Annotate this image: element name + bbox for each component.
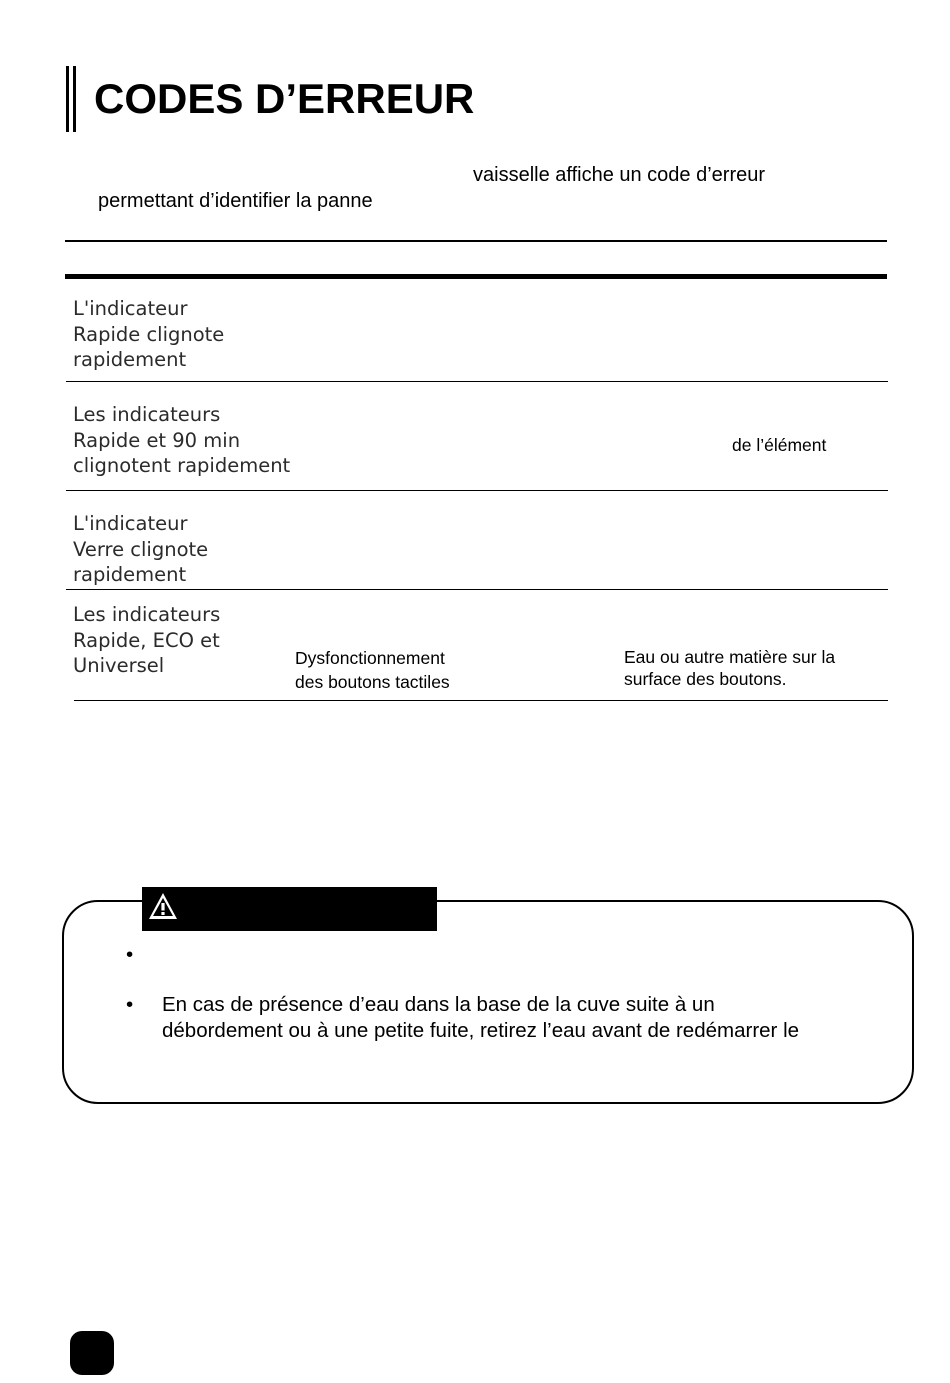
code-line: Les indicateurs bbox=[73, 603, 221, 626]
code-line: Rapide et 90 min bbox=[73, 428, 241, 452]
warning-header-tab bbox=[142, 887, 437, 931]
error-code-cell bbox=[73, 511, 293, 588]
code-line: Les indicateurs bbox=[73, 403, 221, 426]
code-line: Verre clignote bbox=[73, 537, 209, 561]
table-row bbox=[66, 491, 888, 590]
code-line: rapidement bbox=[73, 563, 187, 586]
code-line: clignotent rapidement bbox=[73, 454, 291, 477]
meaning-line: Dysfonctionnement bbox=[295, 648, 445, 668]
bullet-dot: • bbox=[126, 943, 134, 966]
error-code-table bbox=[66, 276, 888, 701]
intro-line-2: permettant d’identifier la panne bbox=[98, 190, 373, 212]
code-line: Universel bbox=[73, 654, 165, 677]
title-accent-bar bbox=[66, 66, 76, 132]
page-number-badge bbox=[70, 1331, 114, 1375]
table-top-rule bbox=[65, 240, 887, 242]
code-line: L'indicateur bbox=[73, 297, 188, 320]
table-row bbox=[66, 276, 888, 382]
cause-cell bbox=[732, 434, 826, 456]
code-line: Rapide, ECO et bbox=[73, 628, 220, 652]
error-code-cell bbox=[73, 602, 293, 679]
warning-text-line: débordement ou à une petite fuite, retirez l’eau avant de redémarrer le bbox=[162, 1019, 800, 1042]
meaning-line: des boutons tactiles bbox=[295, 672, 450, 692]
code-line: L'indicateur bbox=[73, 512, 188, 535]
error-code-cell bbox=[73, 296, 293, 373]
intro-line-1: vaisselle affiche un code d’erreur bbox=[473, 164, 766, 186]
cause-line: surface des boutons. bbox=[624, 669, 787, 689]
table-row bbox=[66, 382, 888, 491]
cause-line: Eau ou autre matière sur la bbox=[624, 647, 836, 667]
page-title: CODES D’ERREUR bbox=[94, 75, 475, 122]
meaning-cell bbox=[295, 646, 450, 694]
cause-line: de l’élément bbox=[732, 435, 827, 455]
bullet-dot: • bbox=[126, 993, 134, 1016]
table-row bbox=[74, 590, 888, 701]
code-line: Rapide clignote bbox=[73, 322, 225, 346]
warning-triangle-icon bbox=[146, 890, 180, 922]
cause-cell bbox=[624, 646, 835, 690]
warning-bullet-text bbox=[162, 992, 862, 1044]
warning-text-line: En cas de présence d’eau dans la base de la cuve suite à un bbox=[162, 993, 715, 1016]
code-line: rapidement bbox=[73, 348, 187, 371]
error-code-cell bbox=[73, 402, 293, 479]
